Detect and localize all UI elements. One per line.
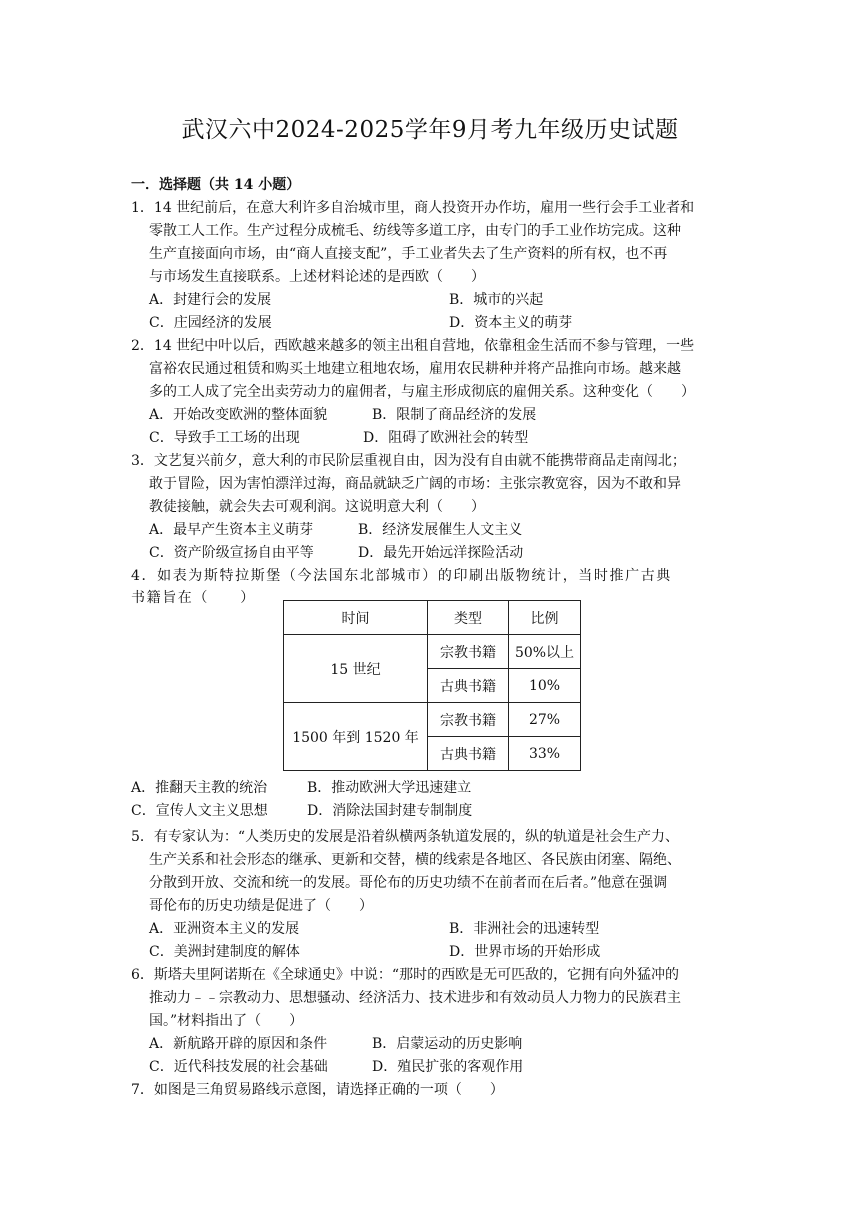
table-ratio-cell: 33% <box>509 737 581 771</box>
q6-stem-line-3: 国。”材料指出了（ ） <box>149 1013 304 1029</box>
table-period-cell: 1500 年到 1520 年 <box>284 703 428 771</box>
table-type-cell: 宗教书籍 <box>428 703 509 737</box>
table-header-cell: 时间 <box>284 601 428 635</box>
q3-option-c[interactable]: C．资产阶级宣扬自由平等 <box>149 545 314 561</box>
q7-stem-line-1: 7．如图是三角贸易路线示意图，请选择正确的一项（ ） <box>131 1082 504 1098</box>
q3-option-a[interactable]: A．最早产生资本主义萌芽 <box>149 522 314 538</box>
table-type-cell: 古典书籍 <box>428 669 509 703</box>
q1-option-b[interactable]: B．城市的兴起 <box>449 292 544 308</box>
q4-stem-line-1: 4．如表为斯特拉斯堡（今法国东北部城市）的印刷出版物统计，当时推广古典 <box>131 568 672 584</box>
q6-option-d[interactable]: D．殖民扩张的客观作用 <box>372 1059 524 1075</box>
table-header-cell: 类型 <box>428 601 509 635</box>
q1-option-d[interactable]: D．资本主义的萌芽 <box>449 315 573 331</box>
q5-stem-line-1: 5．有专家认为：“人类历史的发展是沿着纵横两条轨道发展的，纵的轨道是社会生产力、 <box>131 829 680 845</box>
q2-stem-line-2: 富裕农民通过租赁和购买土地建立租地农场，雇用农民耕种并将产品推向市场。越来越 <box>149 361 681 377</box>
q1-stem-line-2: 零散工人工作。生产过程分成梳毛、纺线等多道工序，由专门的手工业作坊完成。这种 <box>149 223 681 239</box>
q2-option-b[interactable]: B．限制了商品经济的发展 <box>372 407 537 423</box>
q5-stem-line-3: 分散到开放、交流和统一的发展。哥伦布的历史功绩不在前者而在后者。”他意在强调 <box>149 875 668 891</box>
q1-stem-line-3: 生产直接面向市场，由“商人直接支配”，手工业者失去了生产资料的所有权，也不再 <box>149 246 668 262</box>
table-ratio-cell: 27% <box>509 703 581 737</box>
q5-option-d[interactable]: D．世界市场的开始形成 <box>449 944 601 960</box>
q6-stem-line-2: 推动力﹣﹣宗教动力、思想骚动、经济活力、技术进步和有效动员人力物力的民族君主 <box>149 990 681 1006</box>
table-row <box>284 703 581 737</box>
q6-stem-line-1: 6．斯塔夫里阿诺斯在《全球通史》中说：“那时的西欧是无可匹敌的，它拥有向外猛冲的 <box>131 967 680 983</box>
q3-option-d[interactable]: D．最先开始远洋探险活动 <box>358 545 524 561</box>
q5-stem-line-4: 哥伦布的历史功绩是促进了（ ） <box>149 898 373 914</box>
q2-option-a[interactable]: A．开始改变欧洲的整体面貌 <box>149 407 328 423</box>
q4-option-c[interactable]: C．宣传人文主义思想 <box>131 803 268 819</box>
print-statistics-table <box>283 600 581 771</box>
q1-stem-line-4: 与市场发生直接联系。上述材料论述的是西欧（ ） <box>149 269 485 285</box>
table-header-row <box>284 601 581 635</box>
q5-option-a[interactable]: A．亚洲资本主义的发展 <box>149 921 300 937</box>
q1-stem-line-1: 1．14 世纪前后，在意大利许多自治城市里，商人投资开办作坊，雇用一些行会手工业者和 <box>131 200 695 216</box>
q3-stem-line-1: 3．文艺复兴前夕，意大利的市民阶层重视自由，因为没有自由就不能携带商品走南闯北； <box>131 453 686 469</box>
q4-option-a[interactable]: A．推翻天主教的统治 <box>131 780 268 796</box>
q6-option-c[interactable]: C．近代科技发展的社会基础 <box>149 1059 328 1075</box>
q2-stem-line-3: 多的工人成了完全出卖劳动力的雇佣者，与雇主形成彻底的雇佣关系。这种变化（ ） <box>149 384 695 400</box>
q5-stem-line-2: 生产关系和社会形态的继承、更新和交替，横的线索是各地区、各民族由闭塞、隔绝、 <box>149 852 681 868</box>
q2-option-d[interactable]: D．阻碍了欧洲社会的转型 <box>363 430 529 446</box>
exam-title: 武汉六中2024-2025学年9月考九年级历史试题 <box>181 117 679 143</box>
q3-stem-line-2: 敢于冒险，因为害怕漂洋过海，商品就缺乏广阔的市场：主张宗教宽容，因为不敢和异 <box>149 476 681 492</box>
q6-option-b[interactable]: B．启蒙运动的历史影响 <box>372 1036 523 1052</box>
table-header-cell: 比例 <box>509 601 581 635</box>
table-type-cell: 宗教书籍 <box>428 635 509 669</box>
table-ratio-cell: 50%以上 <box>509 635 581 669</box>
q2-option-c[interactable]: C．导致手工工场的出现 <box>149 430 300 446</box>
table-row <box>284 635 581 669</box>
q6-option-a[interactable]: A．新航路开辟的原因和条件 <box>149 1036 328 1052</box>
q4-option-b[interactable]: B．推动欧洲大学迅速建立 <box>307 780 472 796</box>
q5-option-c[interactable]: C．美洲封建制度的解体 <box>149 944 300 960</box>
q3-stem-line-3: 教徒接触，就会失去可观利润。这说明意大利（ ） <box>149 499 485 515</box>
q4-option-d[interactable]: D．消除法国封建专制制度 <box>307 803 473 819</box>
section-heading: 一．选择题（共 14 小题） <box>131 177 301 193</box>
q1-option-a[interactable]: A．封建行会的发展 <box>149 292 272 308</box>
q2-stem-line-1: 2．14 世纪中叶以后，西欧越来越多的领主出租自营地，依靠租金生活而不参与管理，一些 <box>131 338 695 354</box>
q4-stem-line-2: 书籍旨在（ ） <box>131 590 256 606</box>
table-ratio-cell: 10% <box>509 669 581 703</box>
q1-option-c[interactable]: C．庄园经济的发展 <box>149 315 272 331</box>
table-period-cell: 15 世纪 <box>284 635 428 703</box>
q5-option-b[interactable]: B．非洲社会的迅速转型 <box>449 921 600 937</box>
q3-option-b[interactable]: B．经济发展催生人文主义 <box>358 522 523 538</box>
table-type-cell: 古典书籍 <box>428 737 509 771</box>
